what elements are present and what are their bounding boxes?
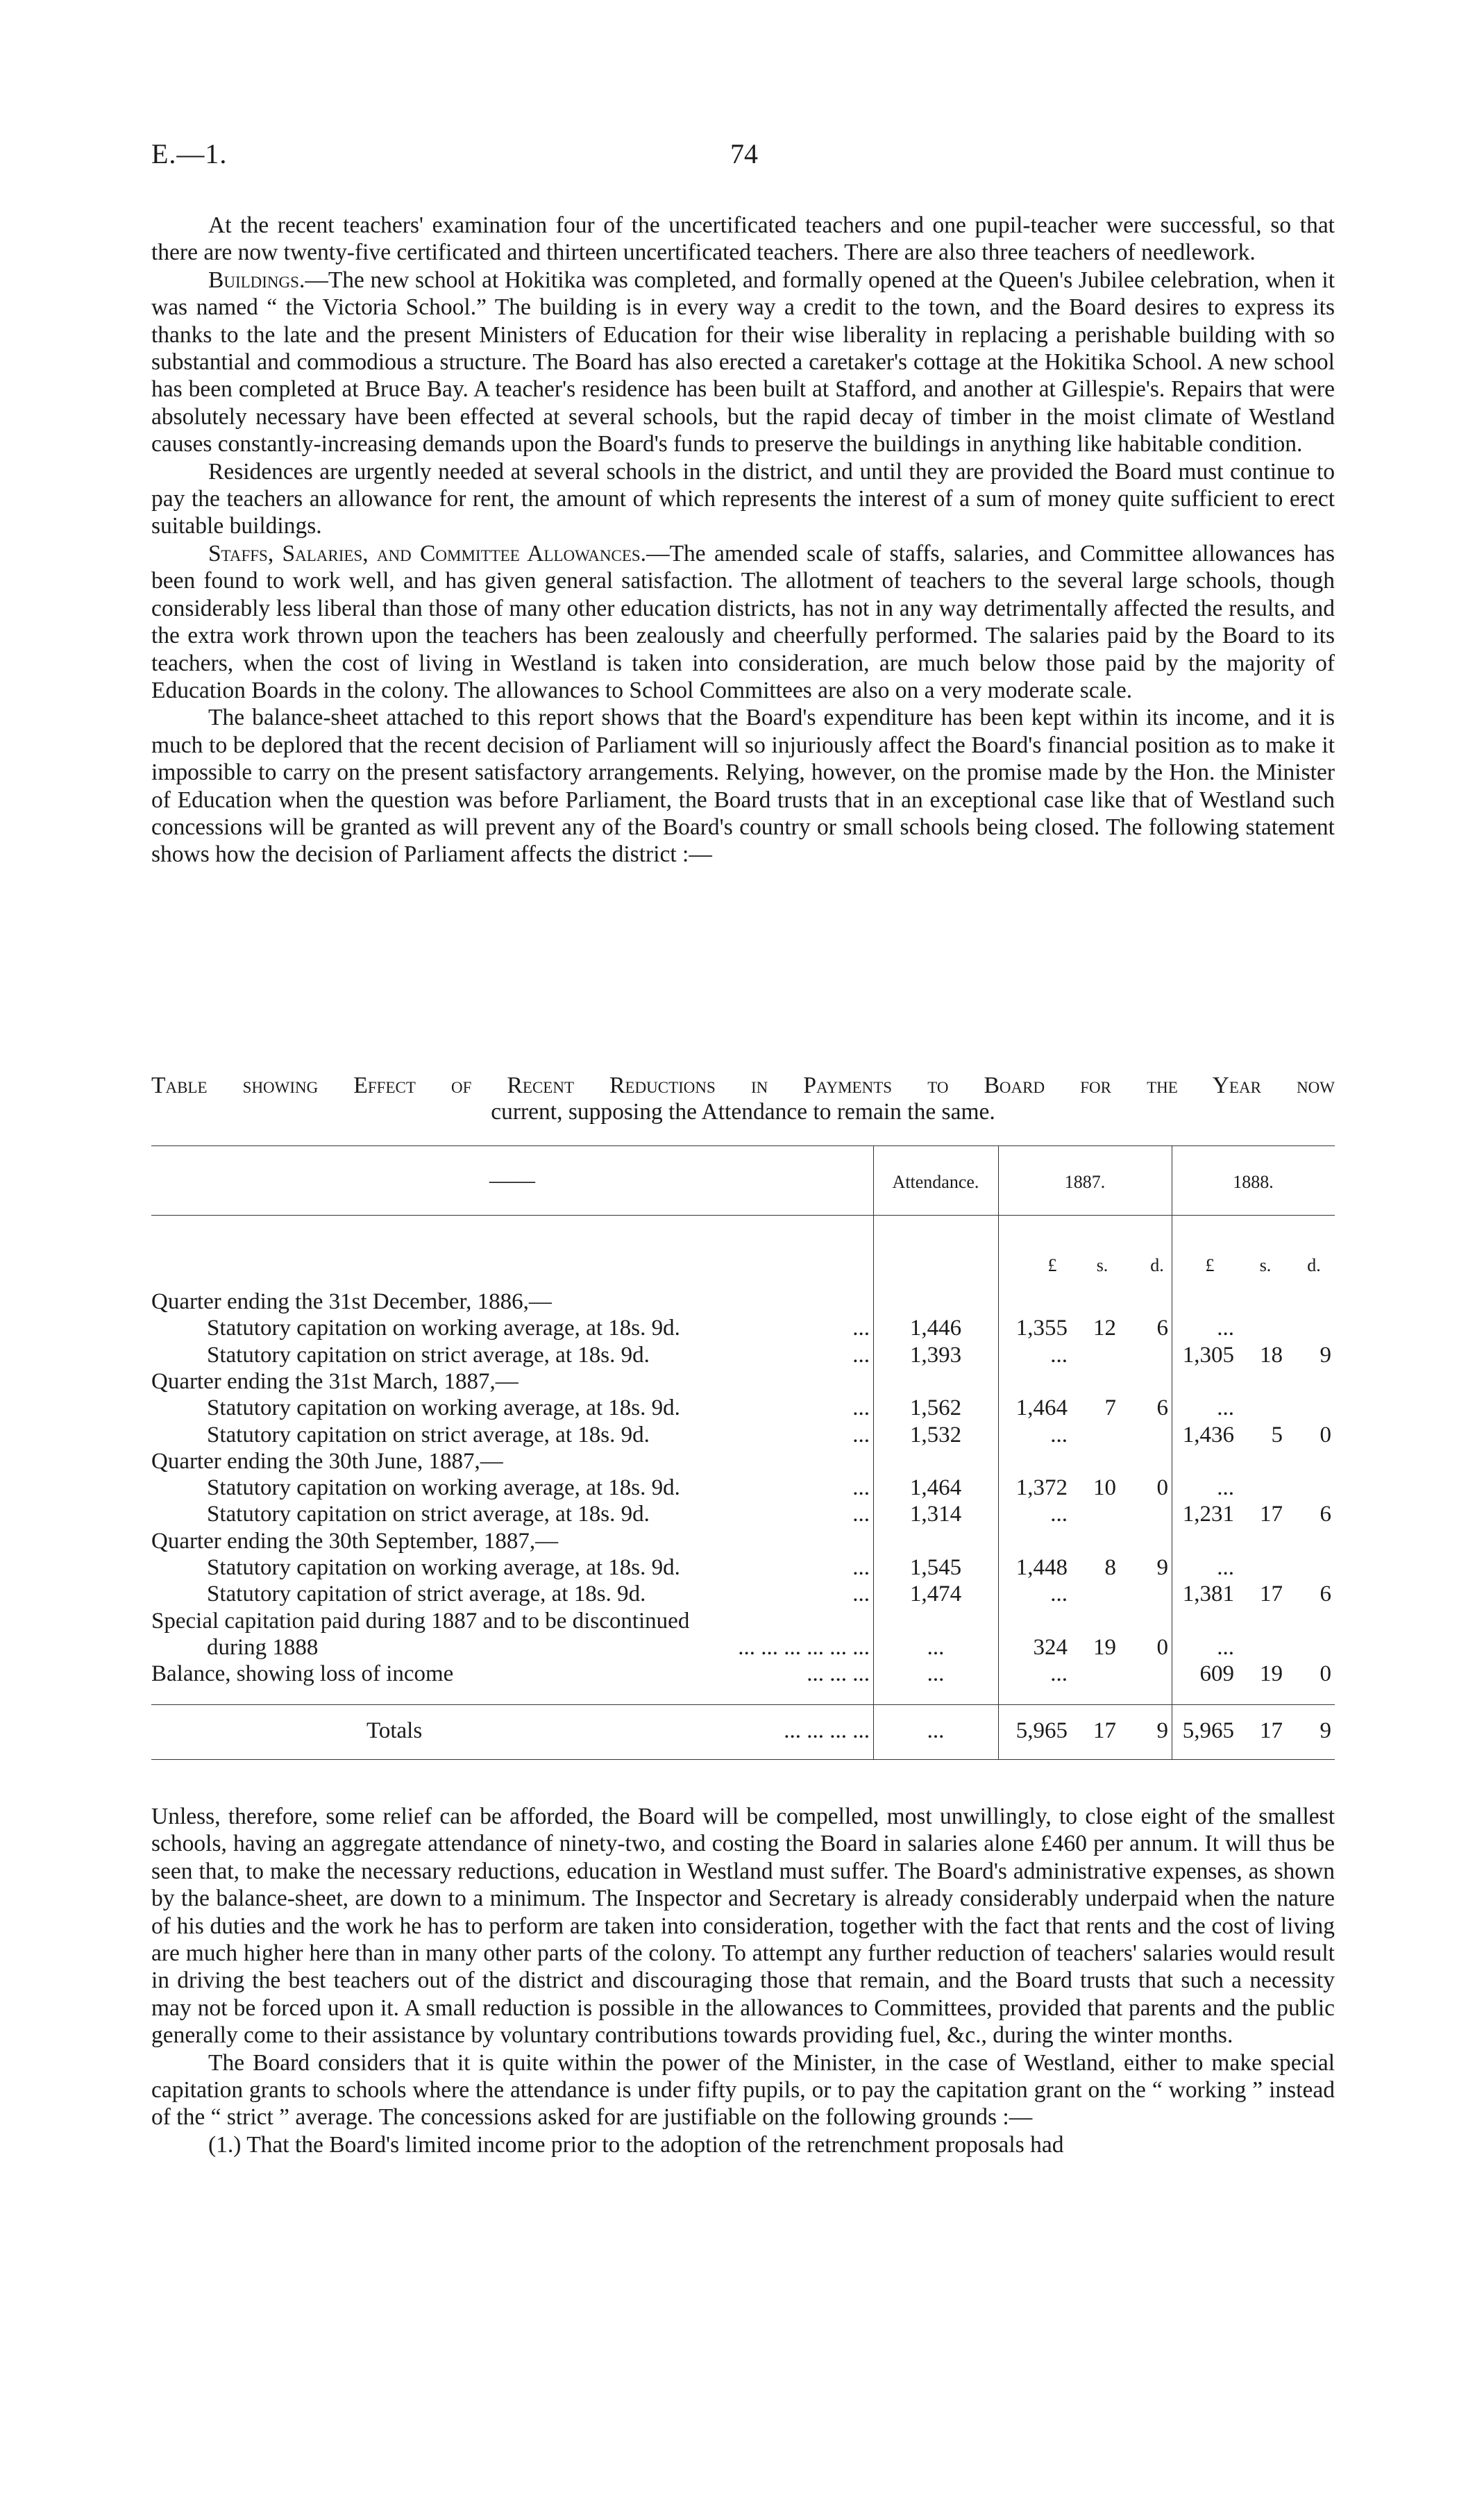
totals-leaders: ... ... ... ... (784, 1718, 870, 1743)
totals-attendance: ... (927, 1718, 945, 1743)
row-shillings-1888: 19 (1260, 1661, 1283, 1687)
header-attendance: Attendance. (892, 1172, 979, 1192)
paragraph-text: —The new school at Hokitika was completed, and formally opened at the Queen's Jubilee celebration, when it was named “ the Victoria School.” The building is in every way a credit to the town, and the Board desires to express its thanks to the late and the present Ministers of Education for their wise liberality in replacing a perishable building with so substantial and commodious a structure. The Board has also erected a caretaker's cottage at the Hokitika School. A new school has been completed at Bruce Bay. A teacher's residence has been built at Stafford, and another at Gillespie's. Repairs that were absolutely necessary have been effected at several schools, but the rapid decay of timber in the moist climate of Westland causes constantly-increasing demands upon the Board's funds to preserve the buildings in anything like habitable condition. (151, 267, 1335, 458)
row-attendance: 1,446 (909, 1316, 962, 1341)
totals-pounds-1888: 5,965 (1182, 1718, 1234, 1743)
row-label: Quarter ending the 30th September, 1887,— (151, 1528, 559, 1554)
row-attendance: 1,474 (909, 1581, 962, 1607)
row-leaders: ... (852, 1422, 870, 1447)
header-1887: 1887. (1064, 1172, 1106, 1192)
row-shillings-1887: 8 (1104, 1555, 1116, 1580)
row-pence-1887: 0 (1156, 1475, 1168, 1501)
row-attendance: ... (927, 1634, 945, 1660)
row-pence-1887: 9 (1156, 1555, 1168, 1580)
paragraph: The Board considers that it is quite within the power of the Minister, in the case of Westland, either to make special capitation grants to schools where the attendance is under fifty pupils, or to pay the capitation grant on the “ working ” instead of the “ strict ” average. The concessions asked for are justifiable on the following grounds :— (151, 2049, 1335, 2131)
body-text-top (151, 212, 1335, 868)
row-label: Statutory capitation on working average, at 18s. 9d. (207, 1316, 680, 1341)
row-pounds-1887: 1,372 (1015, 1475, 1068, 1501)
paragraph-text: Residences are urgently needed at several schools in the district, and until they are provided the Board must continue to pay the teachers an allowance for rent, the amount of which represents the interest of a sum of money quite sufficient to erect suitable buildings. (151, 458, 1335, 539)
row-attendance: 1,532 (909, 1422, 962, 1447)
row-pounds-1888: 1,381 (1182, 1581, 1234, 1607)
row-pence-1888: 6 (1319, 1502, 1331, 1527)
row-shillings-1888: 5 (1271, 1422, 1283, 1447)
row-leaders: ... ... ... ... ... ... (738, 1634, 870, 1660)
row-attendance: ... (927, 1661, 945, 1687)
table-column-rule (998, 1145, 999, 1759)
body-text-bottom (151, 1803, 1335, 2158)
row-leaders: ... (852, 1581, 870, 1607)
row-attendance: 1,562 (909, 1395, 962, 1421)
unit-shillings-1888: s. (1259, 1255, 1272, 1275)
paragraph-text: —The amended scale of staffs, salaries, and Committee allowances has been found to work well, and has given general satisfaction. The allotment of teachers to the several large schools, though considerably less liberal than those of many other education districts, has not in any way detrimentally affected the results, and the extra work thrown upon the teachers has been zealously and cheerfully performed. The salaries paid by the Board to its teachers, when the cost of living in Westland is taken into consideration, are much below those paid by the majority of Education Boards in the colony. The allowances to School Committees are also on a very moderate scale. (151, 540, 1335, 703)
table-bottom-rule (151, 1759, 1335, 1760)
row-attendance: 1,464 (909, 1475, 962, 1501)
row-pounds-1888: ... (1217, 1634, 1234, 1660)
paragraph-text: The balance-sheet attached to this report shows that the Board's expenditure has been kept within its income, and it is much to be deplored that the recent decision of Parliament will so injuriously affect the Board's financial position as to make it impossible to carry on the present satisfactory arrangements. Relying, however, on the promise made by the Hon. the Minister of Education when the question was before Parliament, the Board trusts that in an exceptional case like that of Westland such concessions will be granted as will prevent any of the Board's country or small schools being closed. The following statement shows how the decision of Parliament affects the district :— (151, 705, 1335, 868)
row-pounds-1887: 1,355 (1015, 1316, 1068, 1341)
row-label: during 1888 (207, 1634, 319, 1660)
row-pounds-1888: 1,436 (1182, 1422, 1234, 1447)
row-attendance: 1,393 (909, 1342, 962, 1368)
page-number: 74 (730, 138, 758, 169)
row-pence-1888: 9 (1319, 1342, 1331, 1368)
row-pounds-1888: 1,305 (1182, 1342, 1234, 1368)
row-pounds-1887: 1,448 (1015, 1555, 1068, 1580)
section-heading: Staffs, Salaries, and Committee Allowances. (208, 540, 647, 566)
row-shillings-1887: 12 (1093, 1316, 1116, 1341)
row-label: Balance, showing loss of income (151, 1661, 454, 1687)
document-reference: E.—1. (151, 138, 228, 169)
paragraph (151, 267, 1335, 458)
table-caption (151, 1073, 1335, 1125)
row-pounds-1888: ... (1217, 1475, 1234, 1501)
paragraph: Unless, therefore, some relief can be afforded, the Board will be compelled, most unwillingly, to close eight of the smallest schools, having an aggregate attendance of ninety-two, and costing the Board in salaries alone £460 per annum. It will thus be seen that, to make the necessary reductions, education in Westland must suffer. The Board's administrative expenses, as shown by the balance-sheet, are down to a minimum. The Inspector and Secretary is already considerably underpaid when the nature of his duties and the work he has to perform are taken into consideration, together with the fact that rents and the cost of living are much higher here than in many other parts of the colony. To attempt any further reduction of teachers' salaries would result in driving the best teachers out of the district and discouraging those that remain, and the Board trusts that such a necessity may not be forced upon it. A small reduction is possible in the allowances to Committees, provided that parents and the public generally come to their assistance by voluntary contributions towards providing fuel, &c., during the winter months. (151, 1804, 1335, 2049)
row-label: Quarter ending the 31st March, 1887,— (151, 1368, 518, 1394)
row-label: Special capitation paid during 1887 and to be discontinued (151, 1608, 690, 1634)
paragraph (151, 704, 1335, 868)
row-pounds-1888: ... (1217, 1395, 1234, 1421)
paragraph: (1.) That the Board's limited income prior to the adoption of the retrenchment proposals had (208, 2131, 1064, 2158)
row-leaders: ... (852, 1395, 870, 1421)
section-heading: Buildings. (208, 267, 305, 293)
totals-shillings-1888: 17 (1260, 1718, 1283, 1743)
row-leaders: ... (852, 1555, 870, 1580)
row-pounds-1887: 1,464 (1015, 1395, 1068, 1421)
row-attendance: 1,545 (909, 1555, 962, 1580)
row-pounds-1888: ... (1217, 1316, 1234, 1341)
row-shillings-1888: 17 (1260, 1581, 1283, 1607)
row-shillings-1887: 19 (1093, 1634, 1116, 1660)
reductions-table (151, 1145, 1335, 1760)
totals-pounds-1887: 5,965 (1015, 1718, 1068, 1743)
row-pence-1887: 0 (1156, 1634, 1168, 1660)
totals-shillings-1887: 17 (1093, 1718, 1116, 1743)
header-1888: 1888. (1233, 1172, 1274, 1192)
row-pence-1887: 6 (1156, 1395, 1168, 1421)
row-label: Statutory capitation of strict average, at 18s. 9d. (207, 1581, 646, 1607)
row-pence-1888: 0 (1319, 1422, 1331, 1447)
row-shillings-1887: 7 (1104, 1395, 1116, 1421)
row-label: Statutory capitation on strict average, at 18s. 9d. (207, 1422, 650, 1447)
row-shillings-1888: 18 (1260, 1342, 1283, 1368)
row-label: Statutory capitation on working average, at 18s. 9d. (207, 1555, 680, 1580)
row-shillings-1887: 10 (1093, 1475, 1116, 1501)
row-pounds-1887: 324 (1033, 1634, 1068, 1660)
row-pounds-1887: ... (1050, 1581, 1068, 1607)
paragraph-text: At the recent teachers' examination four of the uncertificated teachers and one pupil-teacher were successful, so that there are now twenty-five certificated and thirteen uncertificated teachers. There are also three teachers of needlework. (151, 212, 1335, 266)
header-blank: —— (489, 1168, 535, 1193)
row-pounds-1888: 609 (1199, 1661, 1234, 1687)
table-caption-line-2: current, supposing the Attendance to remain the same. (491, 1099, 995, 1125)
row-pence-1888: 6 (1319, 1581, 1331, 1607)
row-label: Quarter ending the 30th June, 1887,— (151, 1448, 503, 1474)
unit-pound-1888: £ (1205, 1255, 1215, 1275)
totals-pence-1887: 9 (1156, 1718, 1168, 1743)
row-pence-1888: 0 (1319, 1661, 1331, 1687)
row-leaders: ... ... ... (807, 1661, 870, 1687)
paragraph (151, 540, 1335, 704)
row-pounds-1887: ... (1050, 1661, 1068, 1687)
totals-label: Totals (366, 1718, 423, 1743)
row-pounds-1887: ... (1050, 1342, 1068, 1368)
row-pounds-1888: 1,231 (1182, 1502, 1234, 1527)
row-pence-1887: 6 (1156, 1316, 1168, 1341)
row-shillings-1888: 17 (1260, 1502, 1283, 1527)
paragraph (151, 458, 1335, 540)
row-label: Statutory capitation on strict average, at 18s. 9d. (207, 1342, 650, 1368)
unit-pound-1887: £ (1047, 1255, 1057, 1275)
totals-pence-1888: 9 (1319, 1718, 1331, 1743)
unit-shillings-1887: s. (1096, 1255, 1108, 1275)
unit-pence-1888: d. (1307, 1255, 1321, 1275)
table-caption-line-1: Table showing Effect of Recent Reductions in Payments to Board for the Year now (151, 1073, 1335, 1098)
row-pounds-1887: ... (1050, 1422, 1068, 1447)
row-label: Statutory capitation on working average, at 18s. 9d. (207, 1395, 680, 1421)
table-totals-rule (151, 1704, 1335, 1705)
table-top-rule (151, 1145, 1335, 1146)
row-label: Statutory capitation on working average, at 18s. 9d. (207, 1475, 680, 1501)
row-label: Quarter ending the 31st December, 1886,— (151, 1289, 552, 1314)
row-attendance: 1,314 (909, 1502, 962, 1527)
row-label: Statutory capitation on strict average, at 18s. 9d. (207, 1502, 650, 1527)
unit-pence-1887: d. (1150, 1255, 1164, 1275)
row-pounds-1888: ... (1217, 1555, 1234, 1580)
table-header-rule (151, 1215, 1335, 1216)
paragraph (151, 212, 1335, 267)
row-leaders: ... (852, 1502, 870, 1527)
row-leaders: ... (852, 1342, 870, 1368)
row-leaders: ... (852, 1475, 870, 1501)
row-pounds-1887: ... (1050, 1502, 1068, 1527)
row-leaders: ... (852, 1316, 870, 1341)
